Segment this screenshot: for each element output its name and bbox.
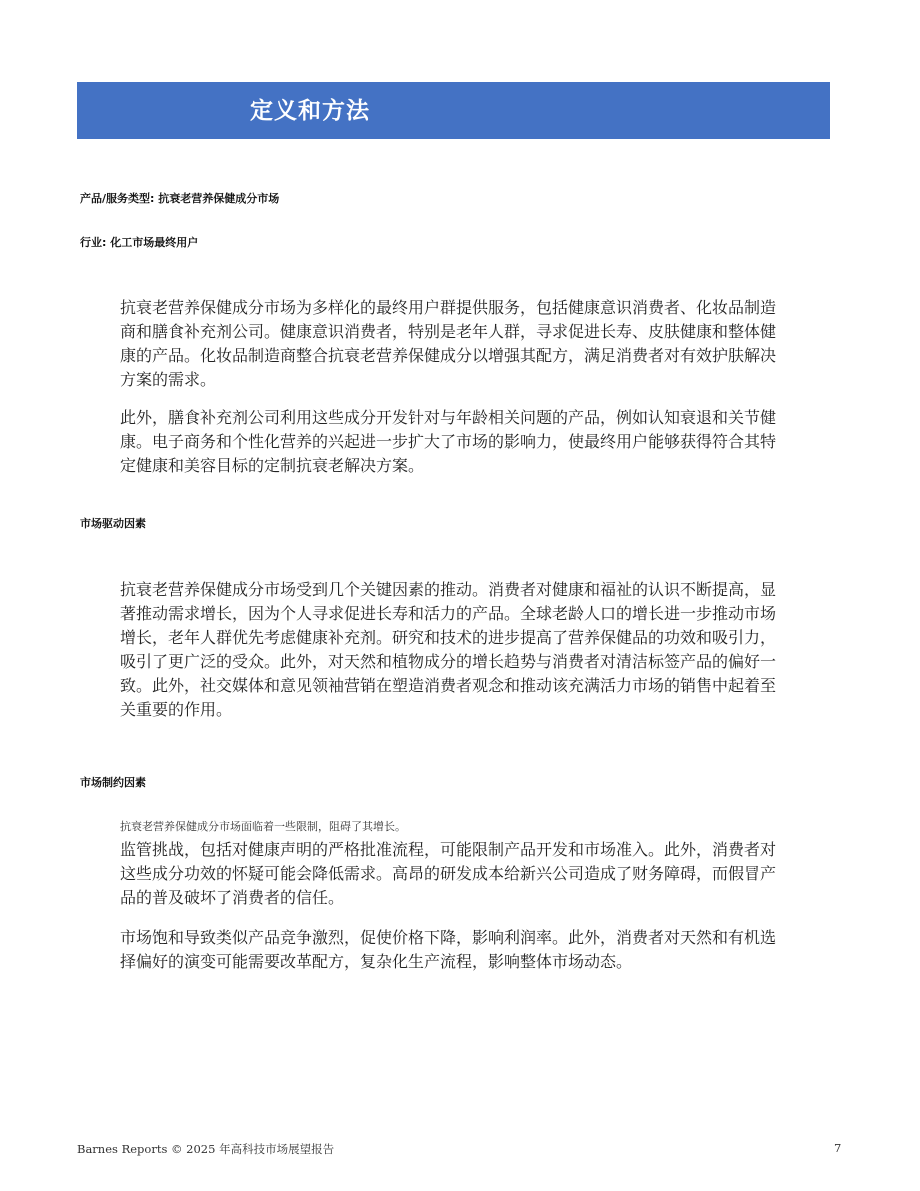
- page-title: 定义和方法: [250, 98, 370, 124]
- page-number: 7: [834, 1141, 842, 1155]
- product-type-label: 产品/服务类型: 抗衰老营养保健成分市场: [80, 192, 280, 205]
- restraints-heading: 市场制约因素: [80, 776, 146, 789]
- section-banner: [77, 82, 830, 139]
- drivers-paragraph: 抗衰老营养保健成分市场受到几个关键因素的推动。消费者对健康和福祉的认识不断提高，显著推动需求增长，因为个人寻求促进长寿和活力的产品。全球老龄人口的增长进一步推动市场增长，老年人群优先考虑健康补充剂。研究和技术的进步提高了营养保健品的功效和吸引力，吸引了更广泛的受众。此外，对天然和植物成分的增长趋势与消费者对清洁标签产品的偏好一致。此外，社交媒体和意见领袖营销在塑造消费者观念和推动该充满活力市场的销售中起着至关重要的作用。: [120, 580, 777, 719]
- drivers-heading: 市场驱动因素: [80, 517, 146, 530]
- definition-paragraph-1: 抗衰老营养保健成分市场为多样化的最终用户群提供服务，包括健康意识消费者、化妆品制造商和膳食补充剂公司。健康意识消费者，特别是老年人群，寻求促进长寿、皮肤健康和整体健康的产品。化妆品制造商整合抗衰老营养保健成分以增强其配方，满足消费者对有效护肤解决方案的需求。: [120, 298, 777, 389]
- restraints-paragraph-1: 监管挑战，包括对健康声明的严格批准流程，可能限制产品开发和市场准入。此外，消费者对这些成分功效的怀疑可能会降低需求。高昂的研发成本给新兴公司造成了财务障碍，而假冒产品的普及破坏了消费者的信任。: [120, 840, 777, 907]
- restraints-intro: 抗衰老营养保健成分市场面临着一些限制，阻碍了其增长。: [120, 820, 406, 833]
- industry-label: 行业: 化工市场最终用户: [80, 236, 199, 249]
- footer-copyright: Barnes Reports © 2025 年高科技市场展望报告: [77, 1142, 335, 1156]
- definition-paragraph-2: 此外，膳食补充剂公司利用这些成分开发针对与年龄相关问题的产品，例如认知衰退和关节健康。电子商务和个性化营养的兴起进一步扩大了市场的影响力，使最终用户能够获得符合其特定健康和美容目标的定制抗衰老解决方案。: [120, 408, 777, 475]
- restraints-paragraph-2: 市场饱和导致类似产品竞争激烈，促使价格下降，影响利润率。此外，消费者对天然和有机选择偏好的演变可能需要改革配方，复杂化生产流程，影响整体市场动态。: [120, 928, 777, 971]
